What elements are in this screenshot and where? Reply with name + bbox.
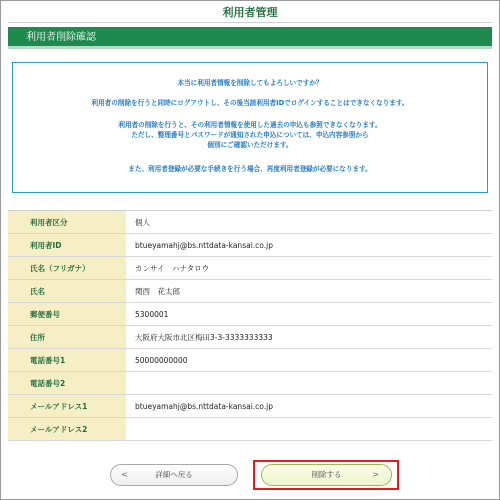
user-info-table (8, 210, 492, 441)
row-label-email-2: メールアドレス2 (8, 418, 126, 441)
chevron-left-icon: < (121, 470, 128, 479)
table-row (8, 372, 492, 395)
notice-line-logout: 利用者の削除を行うと同時にログアウトし、その後当該利用者IDでログインすることはできなくなります。 (91, 99, 409, 107)
row-label-name: 氏名 (8, 280, 126, 303)
table-row (8, 234, 492, 257)
table-row (8, 326, 492, 349)
section-title: 利用者削除確認 (8, 27, 492, 49)
row-value-user-id: btueyamahj@bs.nttdata-kansai.co.jp (126, 234, 492, 257)
table-row (8, 303, 492, 326)
table-row (8, 418, 492, 441)
row-label-user-id: 利用者ID (8, 234, 126, 257)
deletion-notice-box (12, 62, 488, 193)
table-row (8, 395, 492, 418)
row-label-phone-2: 電話番号2 (8, 372, 126, 395)
notice-line-confirm: 本当に利用者情報を削除してもよろしいですか？ (177, 79, 323, 87)
row-value-name-kana: カンサイ ハナタロウ (126, 257, 492, 280)
row-label-address: 住所 (8, 326, 126, 349)
row-label-email-1: メールアドレス1 (8, 395, 126, 418)
back-to-details-button[interactable] (110, 464, 238, 486)
row-label-phone-1: 電話番号1 (8, 349, 126, 372)
row-value-postal-code: 5300001 (126, 303, 492, 326)
table-row (8, 280, 492, 303)
title-divider (8, 22, 492, 23)
row-value-address: 大阪府大阪市北区梅田3-3-3333333333 (126, 326, 492, 349)
row-value-phone-1: 50000000000 (126, 349, 492, 372)
app-title: 利用者管理 (222, 6, 278, 19)
notice-line-reregister: また、利用者登録が必要な手続きを行う場合、再度利用者登録が必要になります。 (128, 165, 372, 173)
table-row (8, 211, 492, 234)
row-label-postal-code: 郵便番号 (8, 303, 126, 326)
row-value-user-type: 個人 (126, 211, 492, 234)
notice-line-history: 利用者の削除を行うと、その利用者情報を使用した過去の申込も参照できなくなります。 (118, 121, 382, 129)
chevron-right-icon: > (372, 470, 379, 479)
back-button-label: 詳細へ戻る (155, 470, 193, 479)
row-value-email-1: btueyamahj@bs.nttdata-kansai.co.jp (126, 395, 492, 418)
row-label-name-kana: 氏名（フリガナ） (8, 257, 126, 280)
notice-line-exception: ただし、整理番号とパスワードが通知された申込については、申込内容参照から (131, 131, 369, 139)
table-row (8, 257, 492, 280)
delete-button-highlight (253, 460, 399, 490)
row-value-email-2 (126, 418, 492, 441)
row-value-name: 関西 花太郎 (126, 280, 492, 303)
notice-line-individual: 個別にご確認いただけます。 (207, 141, 293, 149)
row-label-user-type: 利用者区分 (8, 211, 126, 234)
row-value-phone-2 (126, 372, 492, 395)
table-row (8, 349, 492, 372)
delete-button-label: 削除する (311, 470, 342, 479)
